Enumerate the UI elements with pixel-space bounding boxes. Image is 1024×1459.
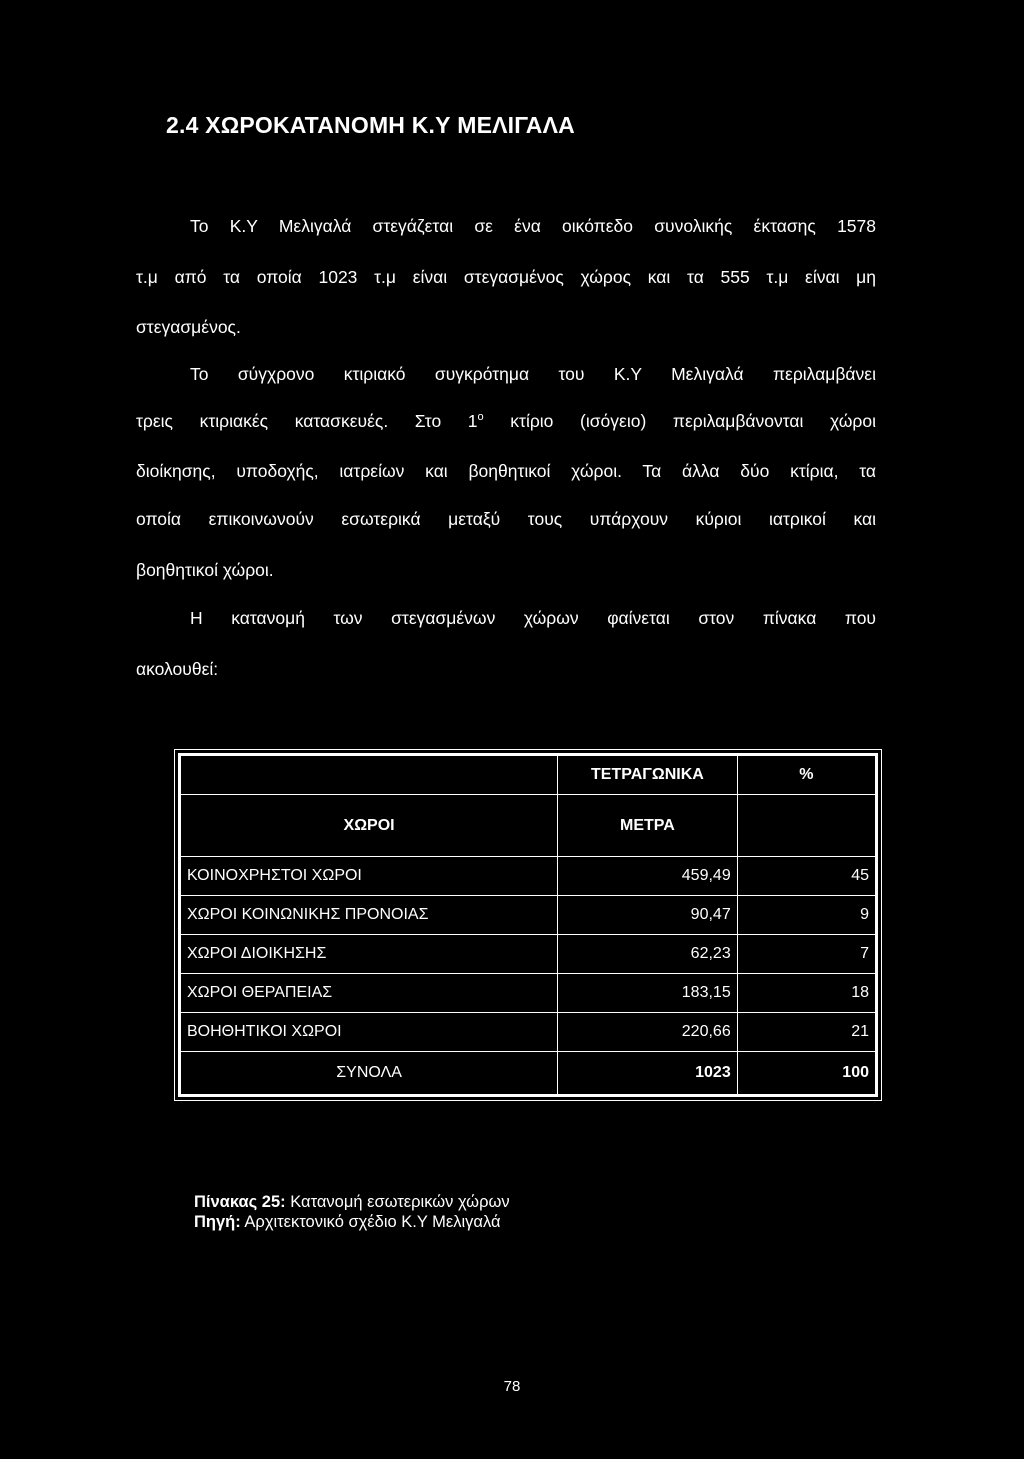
table-header-row-bottom [180,795,877,857]
header-spaces: ΧΩΡΟΙ [180,795,558,857]
table-row [180,935,877,974]
space-area: 183,15 [558,974,738,1013]
header-percent-blank [737,795,876,857]
space-area: 62,23 [558,935,738,974]
space-name: ΒΟΗΘΗΤΙΚΟΙ ΧΩΡΟΙ [180,1013,558,1052]
space-area: 459,49 [558,857,738,896]
space-percent: 21 [737,1013,876,1052]
paragraph-2-line-4: οποία επικοινωνούν εσωτερικά μεταξύ τους υπάρχουν κύριοι ιατρικοί και [136,509,876,529]
table-row [180,974,877,1013]
caption-table-line [194,1192,510,1212]
paragraph-1-line-3: στεγασμένος. [136,317,241,337]
space-percent: 7 [737,935,876,974]
total-area: 1023 [558,1052,738,1096]
space-percent: 9 [737,896,876,935]
header-percent: % [737,755,876,795]
paragraph-1-line-1: Το Κ.Υ Μελιγαλά στεγάζεται σε ένα οικόπεδο συνολικής έκτασης 1578 [190,216,876,236]
header-area-top: ΤΕΤΡΑΓΩΝΙΚΑ [558,755,738,795]
space-name: ΚΟΙΝΟΧΡΗΣΤΟΙ ΧΩΡΟΙ [180,857,558,896]
space-percent: 18 [737,974,876,1013]
caption-table-label: Πίνακας 25: [194,1193,286,1211]
paragraph-3-line-2: ακολουθεί: [136,659,219,679]
table-row [180,857,877,896]
total-percent: 100 [737,1052,876,1096]
paragraph-3-line-1: Η κατανομή των στεγασμένων χώρων φαίνεται στον πίνακα που [190,608,876,628]
space-allocation-table [178,753,878,1097]
table-total-row [180,1052,877,1096]
table-row [180,1013,877,1052]
total-label: ΣΥΝΟΛΑ [180,1052,558,1096]
table-header-row-top [180,755,877,795]
caption-table-text: Κατανομή εσωτερικών χώρων [285,1193,510,1211]
table-caption [194,1192,510,1232]
paragraph-2-line-3: διοίκησης, υποδοχής, ιατρείων και βοηθητικοί χώροι. Τα άλλα δύο κτίρια, τα [136,461,876,481]
paragraph-2-line-5: βοηθητικοί χώροι. [136,560,274,580]
space-area: 220,66 [558,1013,738,1052]
paragraph-1-line-2: τ.μ από τα οποία 1023 τ.μ είναι στεγασμένος χώρος και τα 555 τ.μ είναι μη [136,267,876,287]
paragraph-2-line-2 [136,411,876,432]
table-row [180,896,877,935]
caption-source-text: Αρχιτεκτονικό σχέδιο Κ.Υ Μελιγαλά [240,1213,501,1231]
paragraph-2-line-2-start: τρεις κτιριακές κατασκευές. Στο 1 [136,411,478,431]
space-area: 90,47 [558,896,738,935]
caption-source-line [194,1212,510,1232]
page-number: 78 [503,1378,521,1395]
space-name: ΧΩΡΟΙ ΚΟΙΝΩΝΙΚΗΣ ΠΡΟΝΟΙΑΣ [180,896,558,935]
space-name: ΧΩΡΟΙ ΘΕΡΑΠΕΙΑΣ [180,974,558,1013]
header-spaces-blank [180,755,558,795]
paragraph-2-line-1: Το σύγχρονο κτιριακό συγκρότημα του Κ.Υ Μελιγαλά περιλαμβάνει [190,364,876,384]
section-heading: 2.4 ΧΩΡΟΚΑΤΑΝΟΜΗ Κ.Υ ΜΕΛΙΓΑΛΑ [166,112,575,138]
header-area-bottom: ΜΕΤΡΑ [558,795,738,857]
ordinal-superscript: ο [477,411,484,424]
space-name: ΧΩΡΟΙ ΔΙΟΙΚΗΣΗΣ [180,935,558,974]
space-percent: 45 [737,857,876,896]
paragraph-2-line-2-end: κτίριο (ισόγειο) περιλαμβάνονται χώροι [483,411,876,431]
caption-source-label: Πηγή: [194,1213,241,1231]
